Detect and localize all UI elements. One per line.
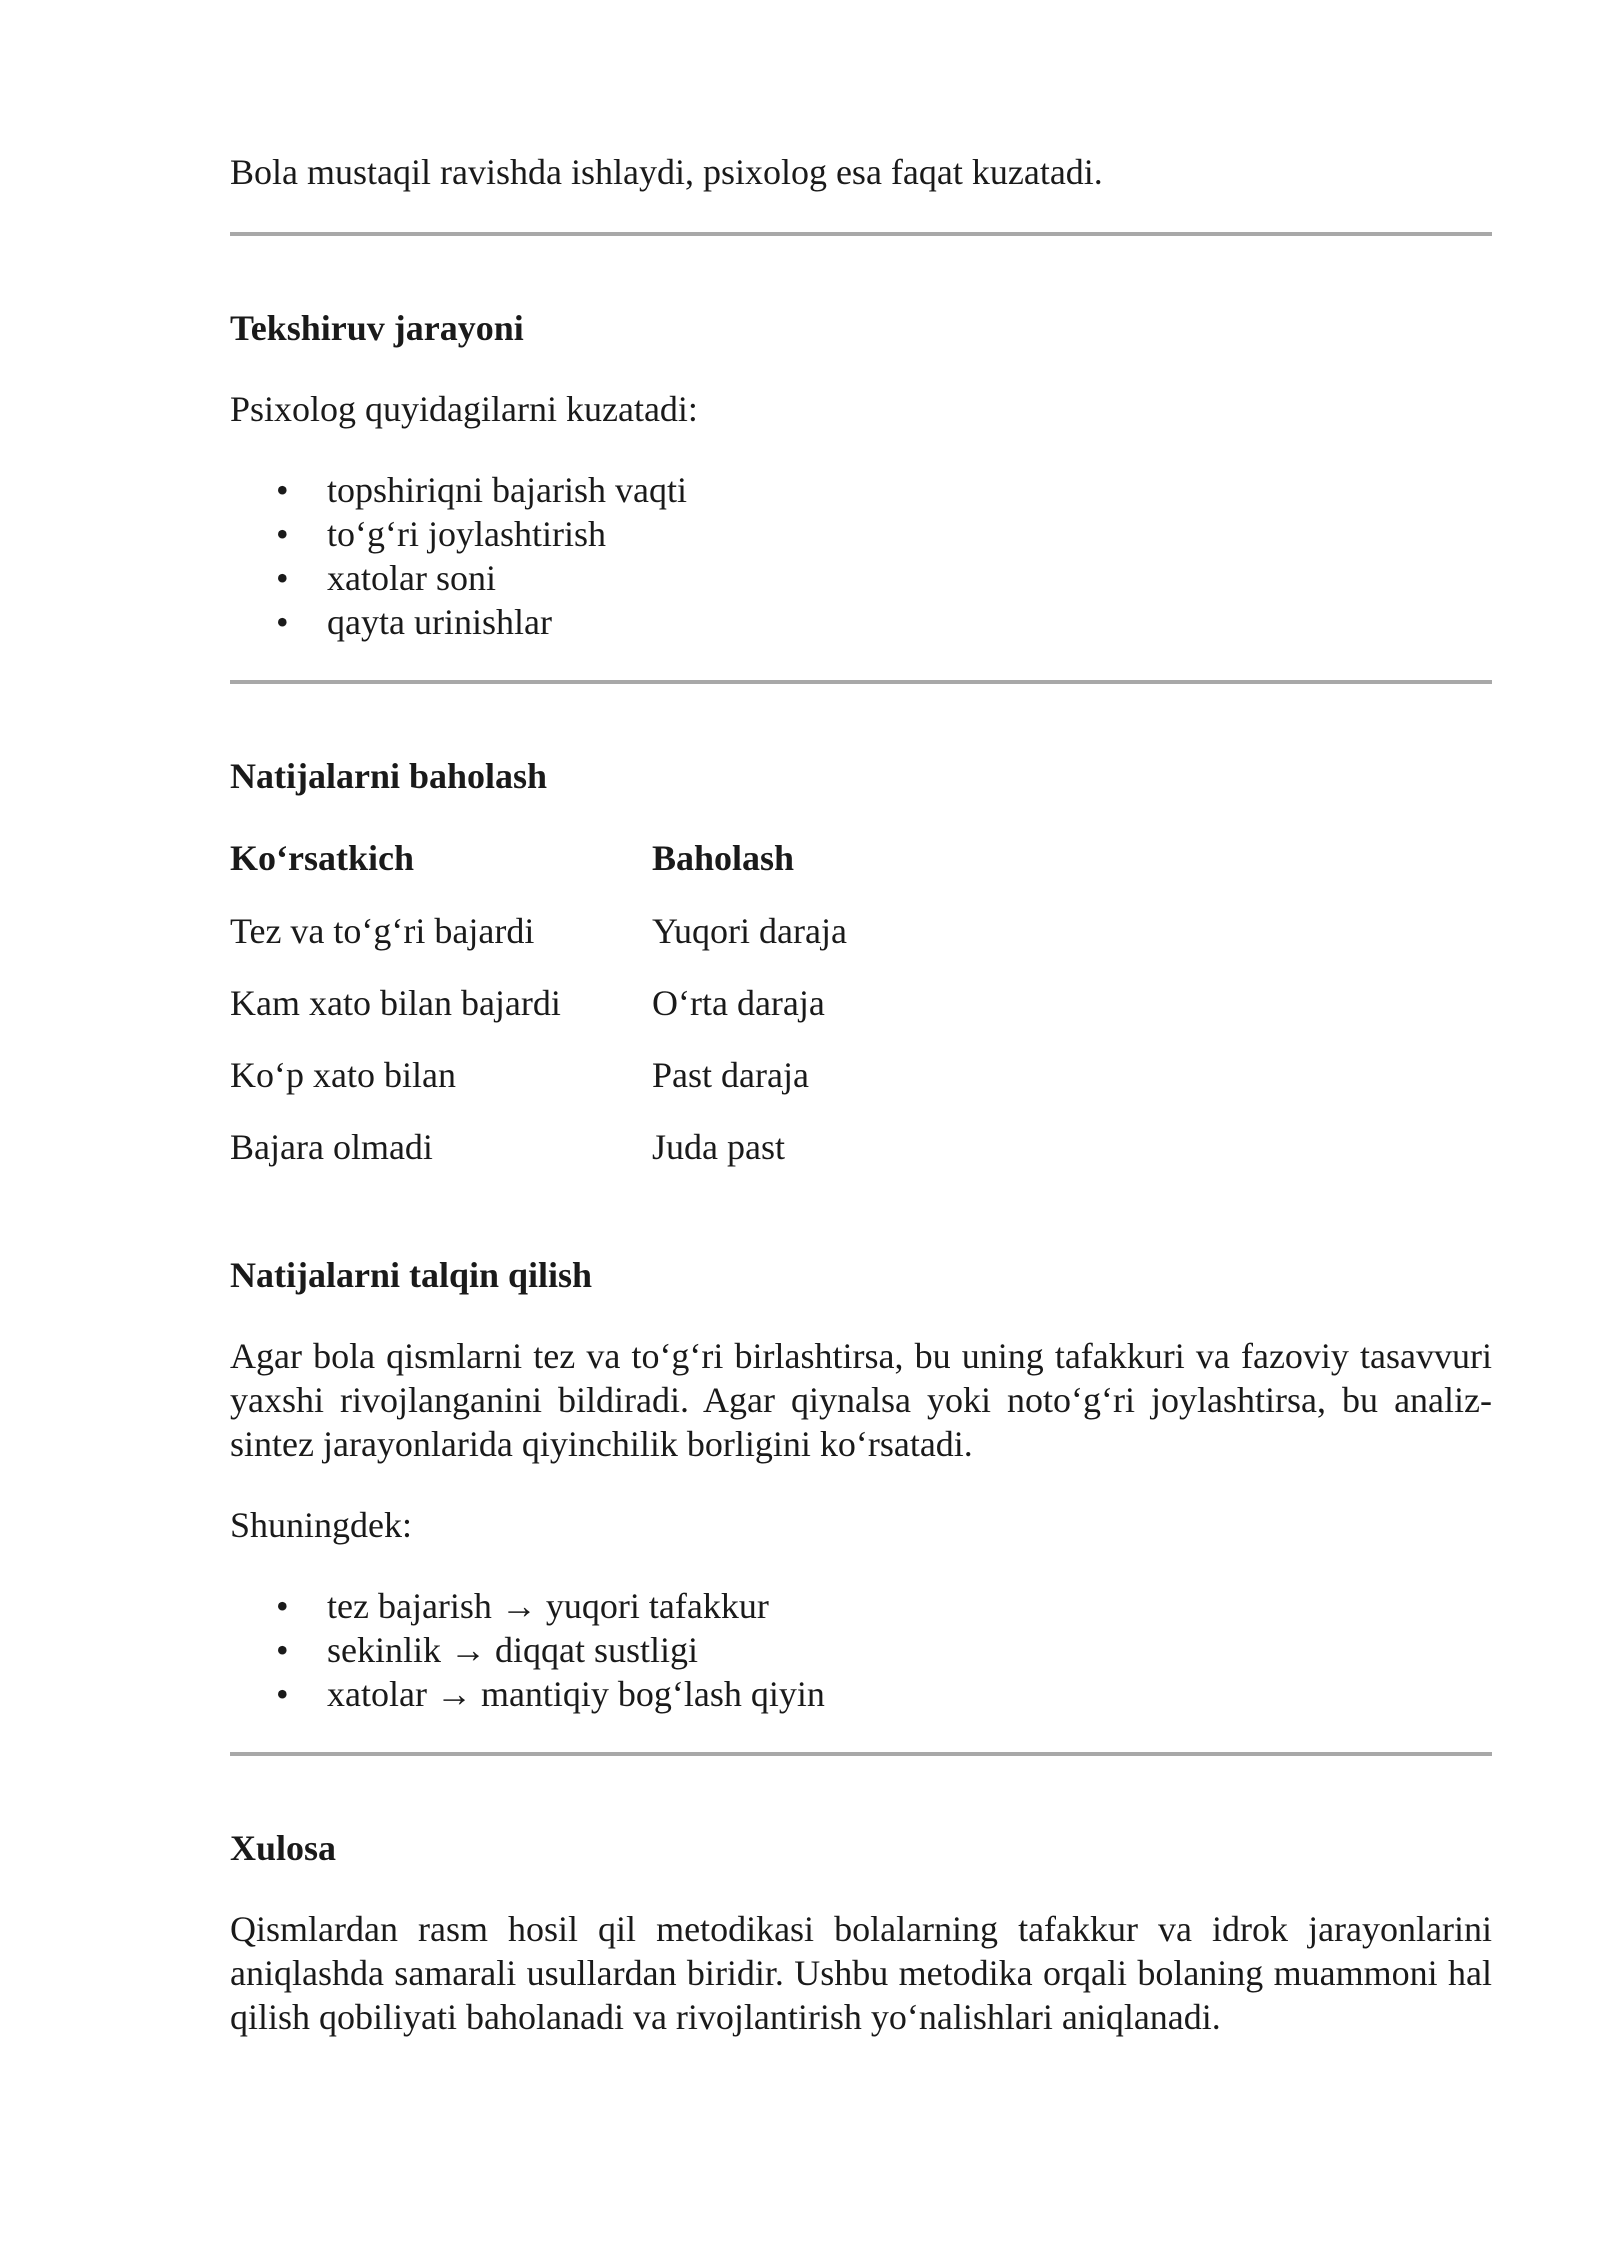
table-header-indicator: Ko‘rsatkich bbox=[230, 838, 414, 878]
table-header-row bbox=[230, 836, 847, 909]
bullet-icon: • bbox=[276, 470, 289, 510]
interpretation-paragraph: Agar bola qismlarni tez va to‘g‘ri birlashtirsa, bu uning tafakkuri va fazoviy tasavvuri yaxshi rivojlanganini bildiradi. Agar qiynalsa yoki noto‘g‘ri joylashtirsa, bu analiz-sintez jarayonlarida qiyinchilik borligini ko‘rsatadi. bbox=[230, 1336, 1492, 1464]
procedure-heading: Tekshiruv jarayoni bbox=[230, 308, 524, 348]
list-item bbox=[230, 556, 1492, 600]
interpretation-list bbox=[230, 1584, 1492, 1716]
procedure-lead: Psixolog quyidagilarni kuzatadi: bbox=[230, 389, 698, 429]
section-divider bbox=[230, 232, 1492, 236]
list-item bbox=[230, 1672, 1492, 1716]
list-item-text: tez bajarish → yuqori tafakkur bbox=[327, 1586, 769, 1626]
list-item bbox=[230, 1584, 1492, 1628]
list-item-text: topshiriqni bajarish vaqti bbox=[327, 470, 687, 510]
table-row bbox=[230, 1053, 847, 1125]
list-item-text: to‘g‘ri joylashtirish bbox=[327, 514, 606, 554]
table-cell: Past daraja bbox=[652, 1055, 809, 1095]
list-item-text: sekinlik → diqqat sustligi bbox=[327, 1630, 699, 1670]
list-item-text: qayta urinishlar bbox=[327, 602, 552, 642]
document-page bbox=[230, 150, 1492, 2039]
table-cell: Juda past bbox=[652, 1127, 785, 1167]
bullet-icon: • bbox=[276, 602, 289, 642]
list-item-text: xatolar → mantiqiy bog‘lash qiyin bbox=[327, 1674, 825, 1714]
list-item bbox=[230, 1628, 1492, 1672]
list-item-text: xatolar soni bbox=[327, 558, 496, 598]
evaluation-heading: Natijalarni baholash bbox=[230, 756, 548, 796]
interpretation-heading: Natijalarni talqin qilish bbox=[230, 1255, 593, 1295]
section-divider bbox=[230, 680, 1492, 684]
table-cell: Yuqori daraja bbox=[652, 911, 847, 951]
list-item bbox=[230, 468, 1492, 512]
conclusion-paragraph: Qismlardan rasm hosil qil metodikasi bolalarning tafakkur va idrok jarayonlarini aniqlashda samarali usullardan biridir. Ushbu metodika orqali bolaning muammoni hal qilish qobiliyati baholanadi va rivojlantirish yo‘nalishlari aniqlanadi. bbox=[230, 1909, 1492, 2037]
table-header-assessment: Baholash bbox=[652, 838, 795, 878]
table-cell: Ko‘p xato bilan bbox=[230, 1055, 456, 1095]
section-divider bbox=[230, 1752, 1492, 1756]
list-item bbox=[230, 600, 1492, 644]
table-cell: Tez va to‘g‘ri bajardi bbox=[230, 911, 535, 951]
procedure-list bbox=[230, 468, 1492, 644]
table-cell: Bajara olmadi bbox=[230, 1127, 433, 1167]
table-row bbox=[230, 981, 847, 1053]
intro-paragraph: Bola mustaqil ravishda ishlaydi, psixolog esa faqat kuzatadi. bbox=[230, 152, 1103, 192]
list-item bbox=[230, 512, 1492, 556]
bullet-icon: • bbox=[276, 1630, 289, 1670]
evaluation-table bbox=[230, 836, 847, 1169]
conclusion-heading: Xulosa bbox=[230, 1828, 337, 1868]
bullet-icon: • bbox=[276, 514, 289, 554]
bullet-icon: • bbox=[276, 1586, 289, 1626]
interpretation-lead: Shuningdek: bbox=[230, 1505, 413, 1545]
bullet-icon: • bbox=[276, 558, 289, 598]
table-row bbox=[230, 909, 847, 981]
table-row bbox=[230, 1125, 847, 1169]
bullet-icon: • bbox=[276, 1674, 289, 1714]
table-cell: O‘rta daraja bbox=[652, 983, 825, 1023]
table-cell: Kam xato bilan bajardi bbox=[230, 983, 561, 1023]
